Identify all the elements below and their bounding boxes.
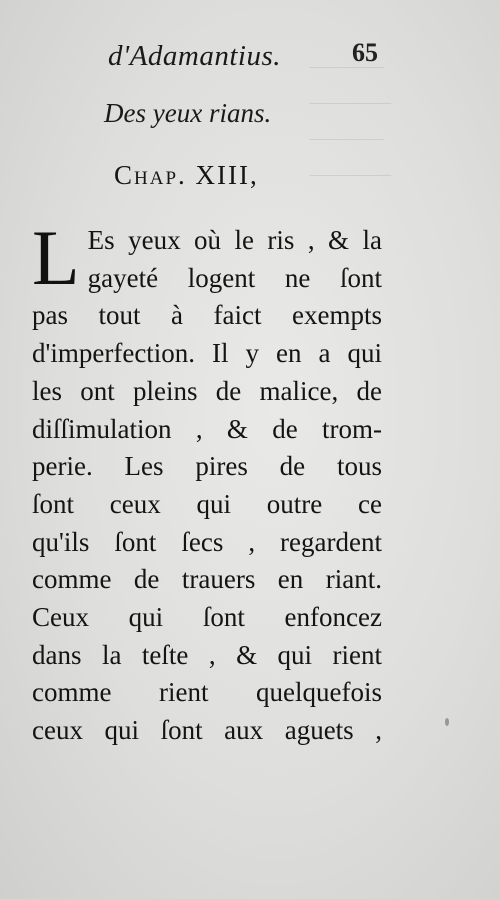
drop-cap: L bbox=[32, 214, 80, 301]
text-line: qu'ils ſont ſecs , regardent bbox=[32, 526, 382, 557]
body-text bbox=[32, 214, 382, 750]
section-title: Des yeux rians. bbox=[104, 98, 272, 128]
paper-speck bbox=[445, 718, 449, 726]
text-line: d'imperfection. Il y en a qui bbox=[32, 338, 382, 369]
text-line: les ont pleins de malice, de bbox=[32, 375, 382, 406]
text-line: perie. Les pires de tous bbox=[32, 451, 382, 482]
text-line: Ceux qui ſont enfoncez bbox=[32, 602, 382, 633]
text-line: ſont ceux qui outre ce bbox=[32, 488, 382, 519]
text-line: gayeté logent ne ſont bbox=[87, 262, 382, 293]
show-through-text: ‾‾‾‾‾‾‾‾‾‾ ‾‾‾‾‾‾‾‾‾‾‾ ‾‾‾‾‾‾‾‾‾‾ ‾‾‾‾‾‾‾‾‾‾‾ bbox=[310, 65, 391, 198]
text-line: Es yeux où le ris , & la bbox=[87, 225, 382, 255]
text-line: diſſimulation , & de trom- bbox=[32, 413, 382, 444]
text-line: comme de trauers en riant. bbox=[32, 564, 382, 595]
text-line: dans la teſte , & qui rient bbox=[32, 639, 382, 670]
text-line: comme rient quelquefois bbox=[32, 677, 382, 708]
chapter-heading: Chap. XIII, bbox=[114, 160, 259, 190]
text-line: pas tout à faict exempts bbox=[32, 300, 382, 331]
text-line: ceux qui ſont aux aguets , bbox=[32, 715, 382, 746]
running-head: d'Adamantius. bbox=[108, 40, 282, 72]
page-number: 65 bbox=[352, 38, 378, 67]
